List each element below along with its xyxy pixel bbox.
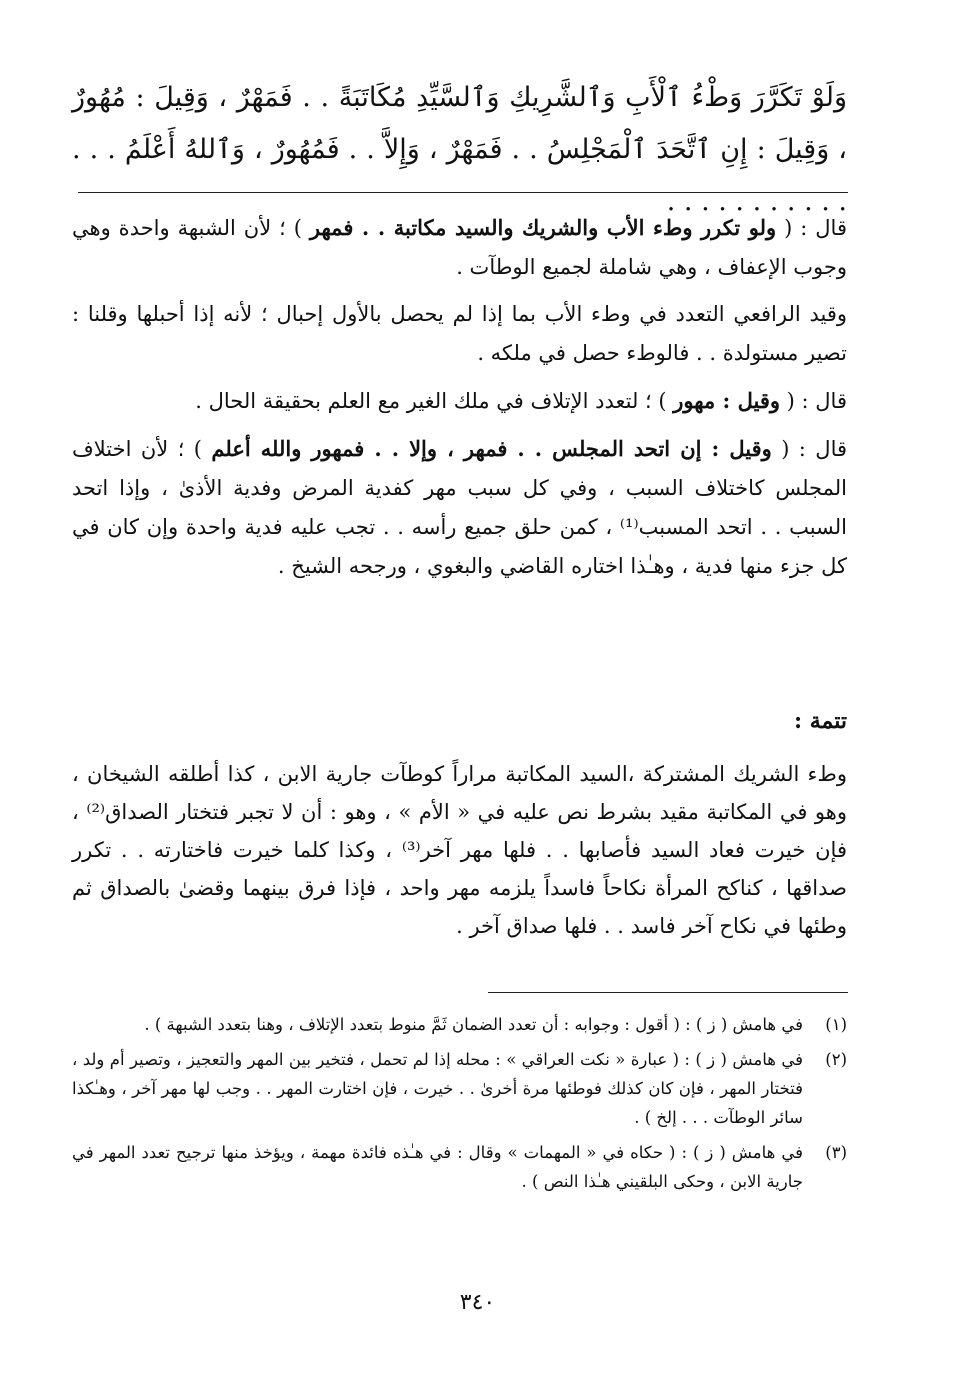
matn-divider: [78, 192, 848, 193]
matn-text: وَلَوْ تَكَرَّرَ وَطْءُ ٱلْأَبِ وَٱلشَّرِيكِ وَٱلسَّيِّدِ مُكَاتَبَةً . . فَمَهْرٌ ، وَقِيلَ : مُهُورٌ ، وَقِيلَ : إِنِ ٱتَّحَدَ ٱلْمَجْلِسُ . . فَمَهْرٌ ، وَإِلاَّ . . فَمُهُورٌ ، وَٱللهُ أَعْلَمُ . . . . . . . . . . . . . .: [72, 82, 847, 217]
tatimma-block: [72, 755, 847, 945]
commentary-paragraph: وقيد الرافعي التعدد في وطء الأب بما إذا لم يحصل بالأول إحبال ؛ لأنه إذا أحبلها وقلنا : تصير مستولدة . . فالوطء حصل في ملكه .: [72, 302, 847, 365]
tatimma-paragraph: وطء الشريك المشتركة ،السيد المكاتبة مراراً كوطآت جارية الابن ، كذا أطلقه الشيخان ، وهو في المكاتبة مقيد بشرط نص عليه في « الأم » ، وهو : أن لا تجبر فتختار الصداق⁽²⁾ ، فإن خيرت فعاد السيد فأصابها . . فلها مهر آخر⁽³⁾ ، وكذا كلما خيرت فاختارته . . تكرر صداقها ، كناكح المرأة نكاحاً فاسداً يلزمه مهر واحد ، فإذا فرق بينهما وقضىٰ بالصداق ثم وطئها في نكاح آخر فاسد . . فلها صداق آخر .: [72, 762, 847, 938]
footnote-divider: [488, 992, 848, 993]
footnote-number: (٣): [825, 1143, 847, 1162]
section-heading: تتمة :: [793, 708, 847, 734]
footnote-number: (١): [825, 1015, 847, 1034]
footnotes: [72, 1010, 847, 1202]
footnote: [72, 1010, 847, 1039]
commentary-paragraph: قال : ( وقيل : مهور ) ؛ لتعدد الإتلاف في ملك الغير مع العلم بحقيقة الحال .: [195, 388, 847, 413]
footnote: [72, 1138, 847, 1196]
footnote: [72, 1045, 847, 1132]
footnote-number: (٢): [825, 1050, 847, 1069]
commentary-paragraph: قال : ( ولو تكرر وطء الأب والشريك والسيد مكاتبة . . فمهر ) ؛ لأن الشبهة واحدة وهي وجوب الإعفاف ، وهي شاملة لجميع الوطآت .: [72, 215, 847, 279]
matn-block: [72, 72, 847, 228]
footnote-text: في هامش ( ز ) : ( أقول : وجوابه : أن تعدد الضمان ثَمَّ منوط بتعدد الإتلاف ، وهنا بتعدد الشبهة ) .: [144, 1015, 803, 1034]
footnote-text: في هامش ( ز ) : ( عبارة « نكت العراقي » : محله إذا لم تحمل ، فتخير بين المهر والتعجيز ، وتصير أم ولد ، فتختار المهر ، فإن كان كذلك فوطئها مرة أخرىٰ . . خيرت ، فإن اختارت المهر . . وجب لها مهر آخر ، وهـٰكذا سائر الوطآت . . . إلخ ) .: [72, 1050, 803, 1127]
page-number: ٣٤٠: [459, 1290, 496, 1315]
footnote-text: في هامش ( ز ) : ( حكاه في « المهمات » وقال : في هـٰذه فائدة مهمة ، ويؤخذ منها ترجيح تعدد المهر في جارية الابن ، وحكى البلقيني هـٰذا النص ) .: [72, 1143, 803, 1191]
commentary-paragraph: قال : ( وقيل : إن اتحد المجلس . . فمهر ، وإلا . . فمهور والله أعلم ) ؛ لأن اختلاف المجلس كاختلاف السبب ، وفي كل سبب مهر كفدية المرض وفدية الأذىٰ ، وإذا اتحد السبب . . اتحد المسبب⁽¹⁾ ، كمن حلق جميع رأسه . . تجب عليه فدية واحدة وإن كان في كل جزء منها فدية ، وهـٰذا اختاره القاضي والبغوي ، ورجحه الشيخ .: [72, 436, 848, 578]
commentary-block: [72, 208, 847, 594]
